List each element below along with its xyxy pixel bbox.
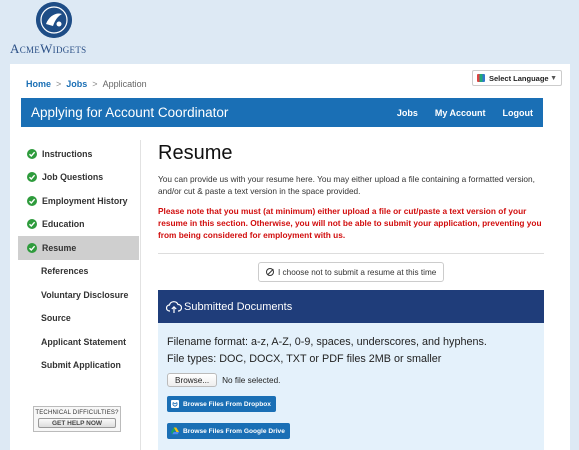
dropbox-icon <box>171 400 179 408</box>
file-input <box>167 373 544 387</box>
logo-emblem-icon <box>36 2 72 38</box>
breadcrumb-separator: > <box>92 79 98 89</box>
breadcrumb-home-link[interactable]: Home <box>26 79 52 89</box>
nav-logout-link[interactable]: Logout <box>502 107 533 118</box>
resume-section <box>158 142 544 435</box>
sidebar-item-label: Source <box>41 313 71 324</box>
check-circle-icon <box>27 243 37 253</box>
divider <box>158 253 544 254</box>
sidebar-item-label: Job Questions <box>42 172 104 183</box>
sidebar-item-label: Employment History <box>42 195 128 206</box>
google-drive-icon <box>171 427 179 435</box>
submitted-documents-header <box>158 290 544 323</box>
check-circle-icon <box>27 172 37 182</box>
sidebar-item-label: Resume <box>42 242 77 253</box>
file-status-text: No file selected. <box>222 375 281 385</box>
submitted-documents-panel <box>158 323 544 450</box>
browse-google-drive-button[interactable] <box>167 423 290 439</box>
language-selector-label: Select Language <box>489 73 549 83</box>
section-title: Resume <box>158 142 233 164</box>
sidebar-item-resume[interactable] <box>18 236 139 260</box>
breadcrumb-current: Application <box>102 79 147 89</box>
sidebar <box>18 142 139 377</box>
dropbox-button-label: Browse Files From Dropbox <box>183 400 271 408</box>
sidebar-item-label: References <box>41 266 89 277</box>
company-logo[interactable] <box>10 2 100 57</box>
header-nav <box>397 108 533 118</box>
sidebar-item-instructions[interactable] <box>18 142 139 166</box>
sidebar-item-education[interactable] <box>18 213 139 237</box>
language-selector[interactable] <box>472 70 562 86</box>
filename-format-text: Filename format: a-z, A-Z, 0-9, spaces, underscores, and hyphens. <box>167 336 487 348</box>
google-drive-button-label: Browse Files From Google Drive <box>183 427 285 435</box>
sidebar-divider <box>140 140 141 450</box>
brand-name: AcmeWidgets <box>10 41 87 56</box>
no-resume-label: I choose not to submit a resume at this time <box>278 267 437 277</box>
sidebar-item-voluntary-disclosure[interactable] <box>18 283 139 307</box>
nav-my-account-link[interactable]: My Account <box>434 107 486 118</box>
sidebar-item-references[interactable] <box>18 260 139 284</box>
sidebar-item-employment-history[interactable] <box>18 189 139 213</box>
breadcrumb-separator: > <box>56 79 62 89</box>
sidebar-item-job-questions[interactable] <box>18 166 139 190</box>
check-circle-icon <box>27 149 37 159</box>
check-circle-icon <box>27 219 37 229</box>
nav-jobs-link[interactable]: Jobs <box>396 107 418 118</box>
cloud-upload-icon <box>166 300 182 314</box>
get-help-button[interactable]: GET HELP NOW <box>38 418 116 428</box>
no-resume-button[interactable] <box>258 262 444 282</box>
submitted-documents-title: Submitted Documents <box>184 300 293 313</box>
file-types-text: File types: DOC, DOCX, TXT or PDF files 2MB or smaller <box>167 353 442 365</box>
browse-file-button[interactable]: Browse... <box>167 373 217 387</box>
get-help-widget[interactable] <box>33 406 121 432</box>
sidebar-item-source[interactable] <box>18 307 139 331</box>
breadcrumb-jobs-link[interactable]: Jobs <box>66 79 88 89</box>
chevron-down-icon: ▼ <box>550 74 557 82</box>
sidebar-item-label: Submit Application <box>41 360 121 371</box>
browse-dropbox-button[interactable] <box>167 396 276 412</box>
page-title: Applying for Account Coordinator <box>31 105 229 120</box>
google-translate-icon <box>477 74 485 82</box>
breadcrumb <box>26 79 147 89</box>
sidebar-item-label: Instructions <box>42 148 93 159</box>
sidebar-item-label: Applicant Statement <box>41 336 127 347</box>
intro-text: You can provide us with your resume here. You may either upload a file containing a formatted version, and/or cut & paste a text version in the space provided. <box>158 174 535 196</box>
application-card <box>10 64 570 450</box>
ban-icon <box>266 268 274 276</box>
sidebar-item-applicant-statement[interactable] <box>18 330 139 354</box>
warning-text: Please note that you must (at minimum) either upload a file or cut/paste a text version of your resume in this section. Otherwise, you will not be able to submit your application, preventing you from being considered for employment with us. <box>158 206 542 240</box>
help-caption: TECHNICAL DIFFICULTIES? <box>35 410 119 416</box>
sidebar-item-submit-application[interactable] <box>18 354 139 378</box>
check-circle-icon <box>27 196 37 206</box>
sidebar-item-label: Voluntary Disclosure <box>41 289 129 300</box>
header-bar <box>21 98 543 127</box>
sidebar-item-label: Education <box>42 219 85 230</box>
